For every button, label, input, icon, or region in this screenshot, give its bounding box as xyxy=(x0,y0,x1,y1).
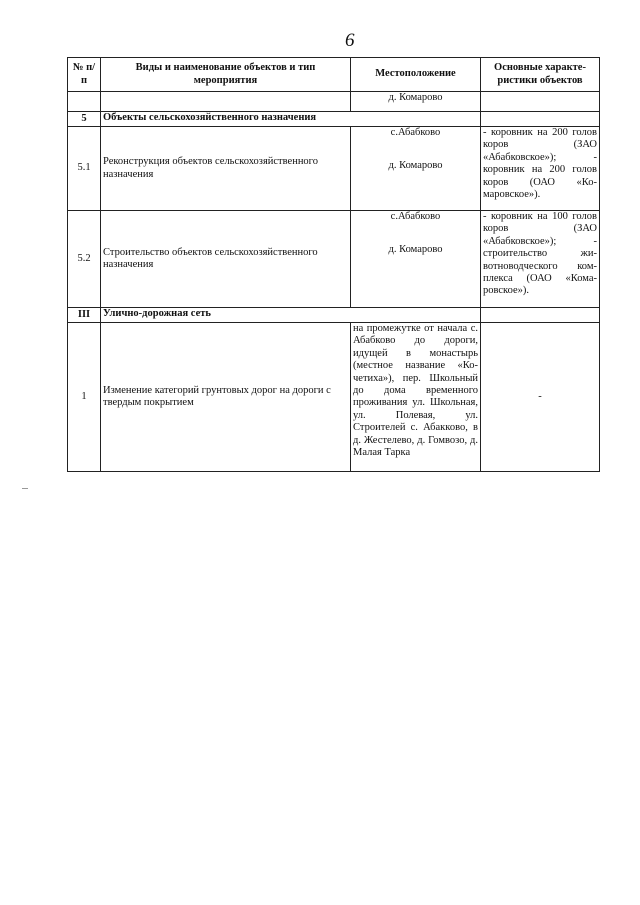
table-row xyxy=(68,323,600,472)
characteristics-cell: - коровник на 200 голов коров (ЗАО «Абабковское»); - коровник на 200 голов коров (ОАО «Комаровское»). xyxy=(481,127,600,211)
section-title: Объекты сельскохозяйственного назначения xyxy=(101,112,481,127)
section-number: III xyxy=(68,308,101,323)
section-row xyxy=(68,112,600,127)
page-number: 6 xyxy=(345,30,355,51)
location-cell: д. Комарово xyxy=(351,92,481,112)
characteristics-cell: - xyxy=(481,323,600,472)
location-line: д. Комарово xyxy=(388,160,443,172)
header-chars: Основные характеристики объектов xyxy=(481,58,600,92)
object-name: Изменение категорий грунтовых дорог на дороги с твердым покрытием xyxy=(101,323,351,472)
scan-mark xyxy=(22,488,28,489)
section-title: Улично-дорожная сеть xyxy=(101,308,481,323)
header-name: Виды и наименование объектов и тип мероприятия xyxy=(101,58,351,92)
table-row xyxy=(68,92,600,112)
header-location: Местоположение xyxy=(351,58,481,92)
object-name: Реконструкция объектов сельскохозяйственного назначения xyxy=(101,127,351,211)
section-row xyxy=(68,308,600,323)
characteristics-cell: - коровник на 100 голов коров (ЗАО «Абабковское»); - строительство животноводческого комплекса (ОАО «Комаровское»). xyxy=(481,211,600,308)
row-number: 1 xyxy=(68,323,101,472)
table-row xyxy=(68,211,600,308)
location-cell xyxy=(351,127,481,211)
location-cell xyxy=(351,211,481,308)
table-header-row xyxy=(68,58,600,92)
table-row xyxy=(68,127,600,211)
location-line: с.Абабково xyxy=(390,211,441,222)
header-num: № п/п xyxy=(68,58,101,92)
row-number: 5.2 xyxy=(68,211,101,308)
section-number: 5 xyxy=(68,112,101,127)
location-line: с.Абабково xyxy=(390,127,441,138)
row-number: 5.1 xyxy=(68,127,101,211)
object-name: Строительство объектов сельскохозяйственного назначения xyxy=(101,211,351,308)
location-line: д. Комарово xyxy=(388,244,443,256)
location-cell: на промежутке от начала с. Абабково до дороги, идущей в монастырь (местное название «Кочетиха»), пер. Школьный до дома временного проживания ул. Школьная, ул. Полевая, ул. Строителей с. Абакково, в д. Жестелево, д. Гомвозо, д. Малая Тарка xyxy=(351,323,481,472)
objects-table xyxy=(67,57,600,472)
